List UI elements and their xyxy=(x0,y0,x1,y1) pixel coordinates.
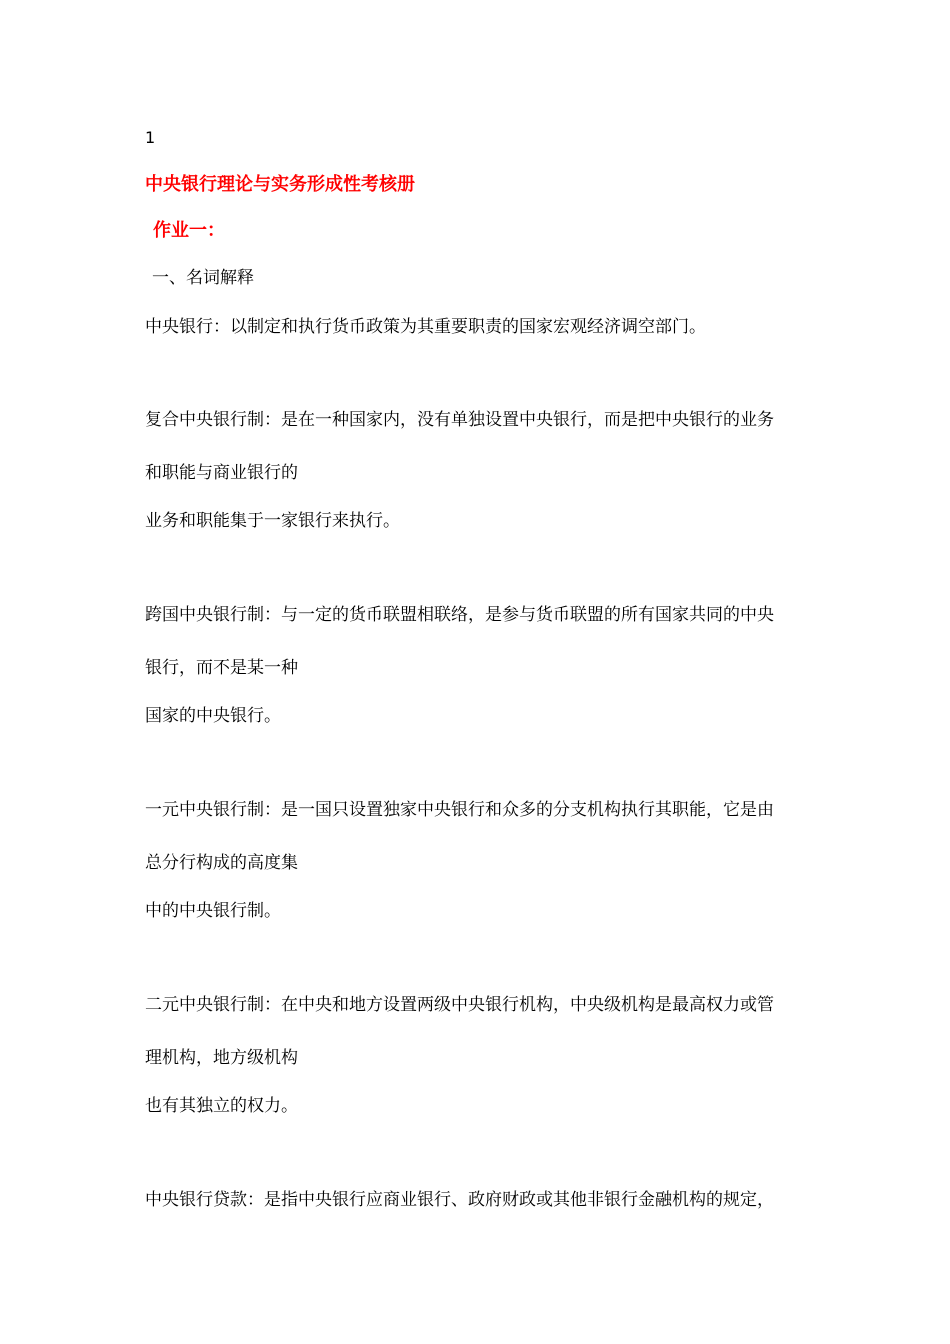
definition-line: 总分行构成的高度集 xyxy=(145,853,298,873)
page-number: 1 xyxy=(145,128,156,147)
definition-line: 理机构，地方级机构 xyxy=(145,1048,298,1068)
document-title: 中央银行理论与实务形成性考核册 xyxy=(145,174,415,195)
definition-line: 一元中央银行制：是一国只设置独家中央银行和众多的分支机构执行其职能，它是由 xyxy=(145,800,774,820)
definition-line: 也有其独立的权力。 xyxy=(145,1096,298,1116)
definition-line: 跨国中央银行制：与一定的货币联盟相联络，是参与货币联盟的所有国家共同的中央 xyxy=(145,605,774,625)
definition-line: 中央银行：以制定和执行货币政策为其重要职责的国家宏观经济调空部门。 xyxy=(145,317,706,337)
definition-line: 二元中央银行制：在中央和地方设置两级中央银行机构，中央级机构是最高权力或管 xyxy=(145,995,774,1015)
definition-line: 和职能与商业银行的 xyxy=(145,463,298,483)
definition-line: 业务和职能集于一家银行来执行。 xyxy=(145,511,400,531)
section-heading: 一、名词解释 xyxy=(152,268,254,288)
definition-line: 中的中央银行制。 xyxy=(145,901,281,921)
definition-line: 国家的中央银行。 xyxy=(145,706,281,726)
definition-line: 银行，而不是某一种 xyxy=(145,658,298,678)
definition-line: 复合中央银行制：是在一种国家内，没有单独设置中央银行，而是把中央银行的业务 xyxy=(145,410,774,430)
definition-line: 中央银行贷款：是指中央银行应商业银行、政府财政或其他非银行金融机构的规定， xyxy=(145,1190,774,1210)
assignment-heading: 作业一： xyxy=(153,220,225,241)
